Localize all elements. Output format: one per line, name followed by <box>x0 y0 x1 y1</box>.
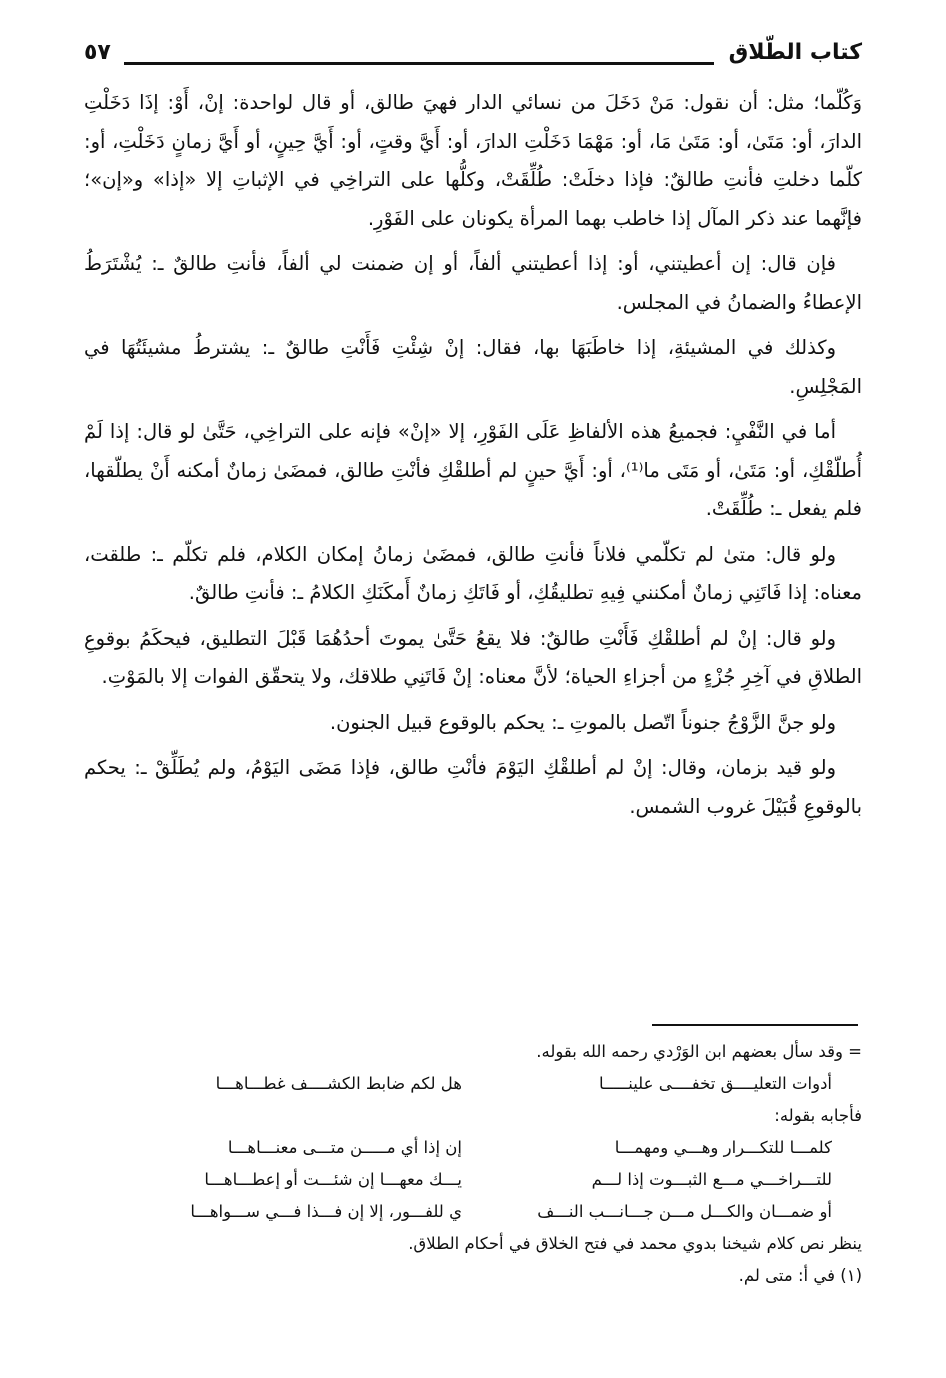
running-title: كتاب الطّلاق <box>728 40 862 65</box>
paragraph: ولو قيد بزمان، وقال: إنْ لم أطلقْكِ اليَوْمَ فأنْتِ طالق، فإذا مَضَى اليَوْمُ، ولم يُطَلِّقْ ـ: يحكم بالوقوعِ قُبَيْلَ غروب الشمس. <box>84 756 862 818</box>
footnotes <box>84 1036 862 1292</box>
verse-line <box>84 1196 862 1228</box>
verse-line <box>84 1068 862 1100</box>
verse-first-hemistich: كلمـــا للتكـــرار وهـــي ومهمـــا <box>614 1138 832 1157</box>
verse-second-hemistich: يـــك معهـــا إن شئـــت أو إعطـــاهـــا <box>204 1170 462 1189</box>
paragraph: أما في النَّفْيِ: فجميعُ هذه الألفاظِ عَلَى الفَوْرِ، إلا «إنْ» فإنه على التراخِي، حَتَّىٰ لو قال: إذا لَمْ أُطلّقْكِ، أو: مَتَىٰ، أو مَتَى ما⁽¹⁾، أو: أَيَّ حينٍ لم أطلقْكِ فأنْتِ طالق، فمضَىٰ زمانٌ أمكنه أَنْ يطلّقها، فلم يفعل ـ: طُلِّقَتْ. <box>84 420 862 520</box>
footnote-1: (١) في أ: متى لم. <box>738 1266 862 1285</box>
verse-line <box>84 1132 862 1164</box>
verse-first-hemistich: أو ضمـــان والكـــل مـــن جـــانـــب النـــف <box>537 1202 832 1221</box>
verse-second-hemistich: إن إذا أي مـــــن متـــى معنـــاهـــا <box>227 1138 462 1157</box>
paragraph: فإن قال: إن أعطيتني، أو: إذا أعطيتني ألفاً، أو إن ضمنت لي ألفاً، فأنتِ طالقٌ ـ: يُشْتَرَطُ الإعطاءُ والضمانُ في المجلس. <box>84 252 862 314</box>
header-rule <box>124 62 714 65</box>
paragraph: ولو جنَّ الزَّوْجُ جنوناً اتّصل بالموتِ ـ: يحكم بالوقوع قبيل الجنون. <box>329 710 836 734</box>
paragraph: وَكُلّما؛ مثل: أن نقول: مَنْ دَخَلَ من نسائي الدار فهيَ طالق، أو قال لواحدة: إنْ، أَوْ: إذَا دَخَلْتِ الدارَ، أو: مَتَىٰ، أو: مَتَىٰ مَا، أو: مَهْمَا دَخَلْتِ الدارَ، أو: أَيَّ وقتٍ، أو: أَيَّ حِينٍ، أو أَيَّ زمانٍ دَخَلْتِ، أو: كلّما دخلتِ فأنتِ طالقٌ: فإذا دخلَتْ: طُلِّقَتْ، وكلُّها على التراخِي في الإثباتِ إلا «إذا» و«إن»؛ فإنَّهما عند ذكر المآل إذا خاطب بهما المرأة يكونان على الفَوْرِ. <box>84 91 862 230</box>
main-text <box>84 84 862 833</box>
footnote-source: ينظر نص كلام شيخنا بدوي محمد في فتح الخلاق في أحكام الطلاق. <box>408 1234 862 1253</box>
footnote-answer: فأجابه بقوله: <box>774 1106 862 1125</box>
verse-line <box>84 1164 862 1196</box>
verse-second-hemistich: ي للفـــور، إلا إن فـــذا فـــي ســـواهـــا <box>190 1202 462 1221</box>
verse-second-hemistich: هل لكم ضابط الكشــــف غطـــاهـــا <box>215 1074 462 1093</box>
verse-first-hemistich: للتـــراخـــي مـــع الثبـــوت إذا لـــم <box>591 1170 832 1189</box>
paragraph: ولو قال: متىٰ لم تكلّمي فلاناً فأنتِ طالق، فمضَىٰ زمانُ إمكان الكلام، فلم تكلّم ـ: طلقت، معناه: إذا فَاتَنِي زمانٌ أمكنني فِيهِ تطليقُكِ، أو فَاتَكِ زمانٌ أَمكَنَكِ الكلامُ ـ: فأنتِ طالقٌ. <box>84 542 862 604</box>
footnote-intro: = وقد سأل بعضهم ابن الوَرْدي رحمه الله بقوله. <box>536 1042 862 1061</box>
footnote-separator <box>652 1024 858 1026</box>
paragraph: وكذلك في المشيئةِ، إذا خاطَبَهَا بها، فقال: إنْ شِئْتِ فَأَنْتِ طالقٌ ـ: يشترطُ مشيئَتُهَا في المَجْلِسِ. <box>84 336 862 398</box>
page-header <box>84 40 862 76</box>
paragraph: ولو قال: إنْ لم أطلقْكِ فَأَنْتِ طالقٌ: فلا يقعُ حَتَّىٰ يموتَ أحدُهُمَا قَبْلَ التطليق، فيحكَمُ بوقوعِ الطلاقِ في آخِرِ جُزْءٍ من أجزاءِ الحياة؛ لأنَّ معناه: إنْ فَاتَنِي طلاقك، ولا يتحقّق الفوات إلا بالمَوْتِ. <box>84 626 862 688</box>
verse-first-hemistich: أدوات التعليــــق تخفــــى علينـــــا <box>599 1074 832 1093</box>
page-number: ٥٧ <box>84 40 111 65</box>
